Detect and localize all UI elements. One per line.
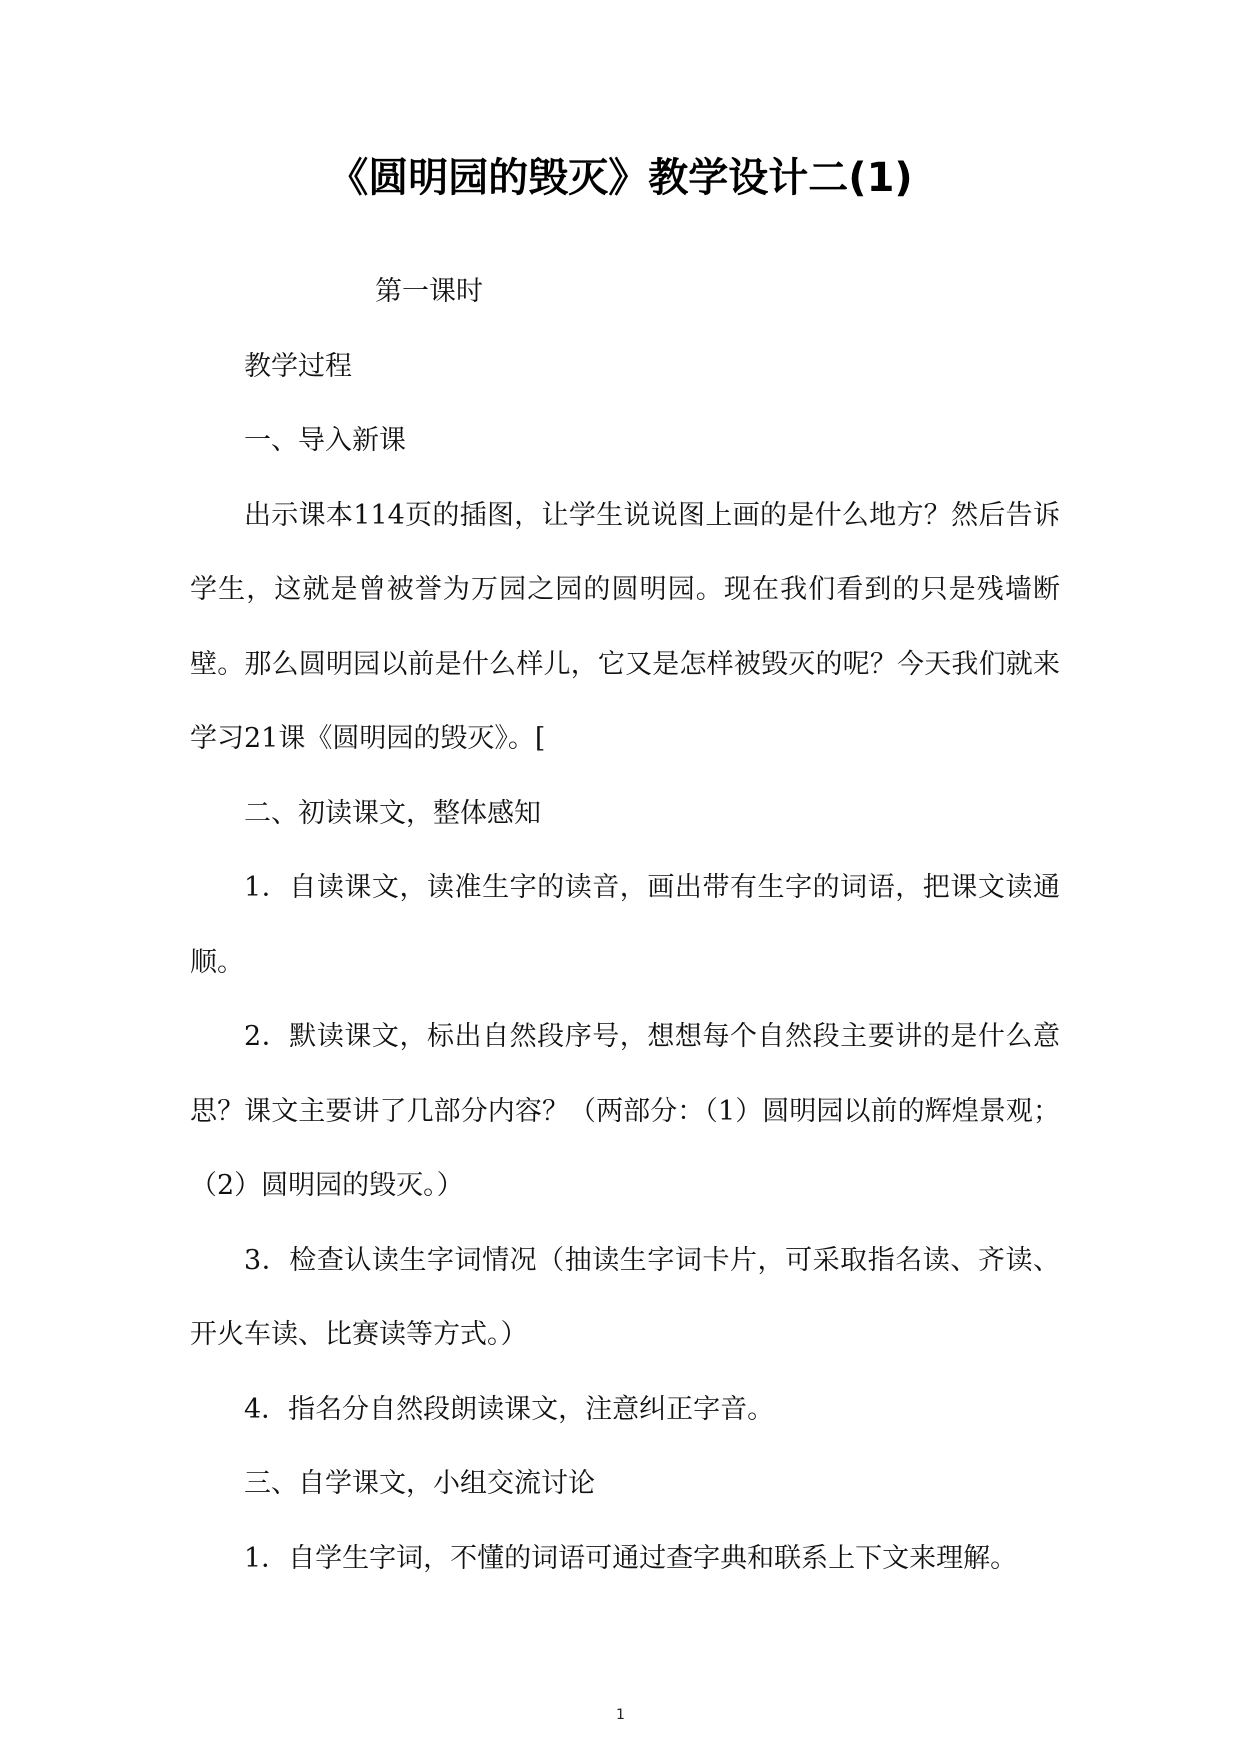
document-body: [190, 255, 1060, 1596]
section-heading-self-study: 三、自学课文，小组交流讨论: [244, 1468, 595, 1499]
paragraph-introduction: 出示课本114页的插图，让学生说说图上画的是什么地方？然后告诉学生，这就是曾被誉为万园之园的圆明园。现在我们看到的只是残墙断壁。那么圆明园以前是什么样儿，它又是怎样被毁灭的呢？今天我们就来学习21课《圆明园的毁灭》。[: [190, 499, 1060, 754]
list-item-4: 4．指名分自然段朗读课文，注意纠正字音。: [244, 1393, 775, 1425]
section-heading-first-reading: 二、初读课文，整体感知: [244, 797, 541, 829]
lesson-heading: 第一课时: [375, 276, 483, 307]
section-heading-teaching-process: 教学过程: [244, 350, 352, 382]
page-number: 1: [616, 1707, 625, 1723]
document-title: 《圆明园的毁灭》教学设计二(1): [328, 155, 913, 201]
list-item-1: 1．自读课文，读准生字的读音，画出带有生字的词语，把课文读通顺。: [190, 872, 1060, 978]
list-item-2: 2．默读课文，标出自然段序号，想想每个自然段主要讲的是什么意思？课文主要讲了几部分内容？（两部分：（1）圆明园以前的辉煌景观；（2）圆明园的毁灭。）: [190, 1021, 1060, 1201]
section-heading-introduction: 一、导入新课: [244, 425, 406, 456]
list-item-3: 3．检查认读生字词情况（抽读生字词卡片，可采取指名读、齐读、开火车读、比赛读等方式。）: [190, 1244, 1060, 1350]
list-item-self-study-1: 1．自学生字词，不懂的词语可通过查字典和联系上下文来理解。: [244, 1542, 1018, 1574]
